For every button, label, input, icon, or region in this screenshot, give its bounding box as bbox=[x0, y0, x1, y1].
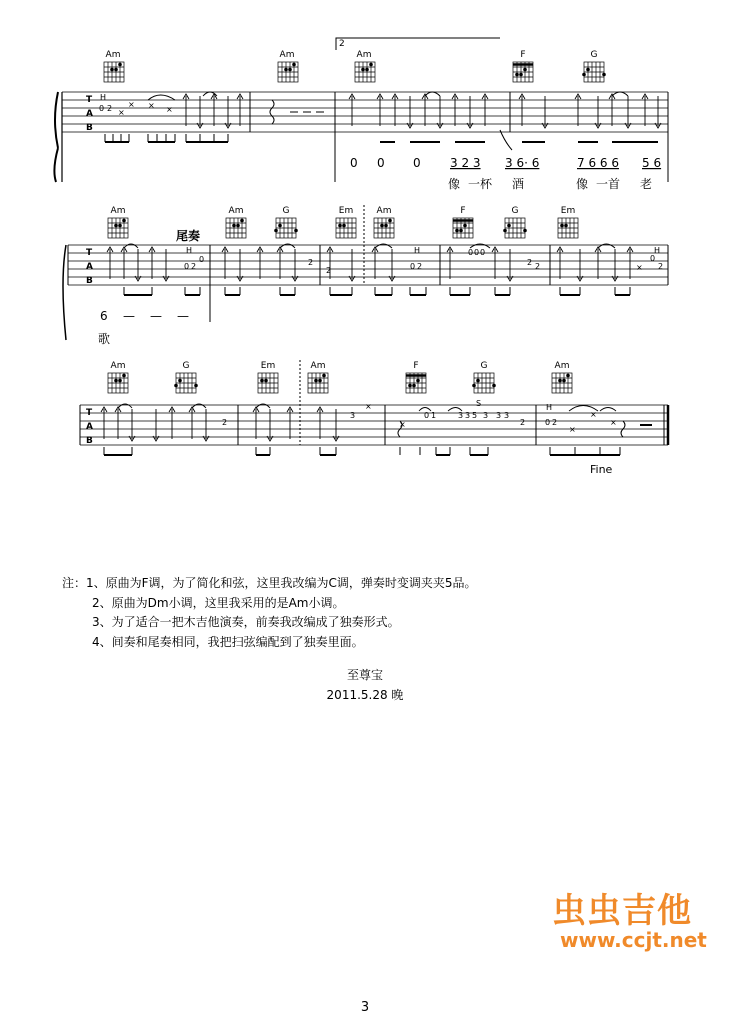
volta-bracket bbox=[336, 38, 500, 50]
svg-text:3: 3 bbox=[465, 411, 471, 420]
jianpu-note: 5 6 bbox=[642, 156, 662, 170]
system-brace bbox=[54, 92, 58, 182]
svg-text:T: T bbox=[86, 248, 93, 258]
svg-text:Am: Am bbox=[228, 206, 244, 216]
svg-text:×: × bbox=[148, 101, 155, 110]
svg-text:F: F bbox=[413, 361, 419, 371]
svg-text:G: G bbox=[182, 361, 190, 371]
svg-text:B: B bbox=[86, 436, 93, 446]
svg-text:×: × bbox=[118, 108, 125, 117]
chord-diagram bbox=[274, 206, 298, 238]
jianpu-note: 0 bbox=[350, 156, 358, 170]
chord-diagram bbox=[104, 50, 124, 82]
svg-text:G: G bbox=[590, 50, 598, 60]
jianpu-note: 0 bbox=[377, 156, 385, 170]
jianpu-note: 3 2 3 bbox=[450, 156, 481, 170]
svg-text:0: 0 bbox=[480, 248, 486, 257]
jianpu-note: 3 6· 6 bbox=[505, 156, 540, 170]
arrangement-notes bbox=[62, 574, 477, 652]
jianpu-line bbox=[350, 156, 661, 170]
lyric: 老 bbox=[640, 177, 653, 191]
tab-staff bbox=[80, 405, 668, 445]
chord-diagram bbox=[453, 206, 473, 238]
svg-text:×: × bbox=[590, 410, 597, 419]
svg-text:Em: Em bbox=[260, 361, 276, 371]
lyrics-line bbox=[448, 176, 652, 191]
svg-text:S: S bbox=[476, 399, 482, 408]
jianpu-note: 7 6 6 6 bbox=[577, 156, 619, 170]
chord-diagram bbox=[308, 361, 328, 393]
svg-text:0: 0 bbox=[199, 255, 205, 264]
svg-text:×: × bbox=[399, 420, 406, 429]
svg-text:2: 2 bbox=[326, 266, 332, 275]
svg-text:Am: Am bbox=[279, 50, 295, 60]
chord-diagram bbox=[108, 206, 128, 238]
svg-text:0: 0 bbox=[99, 104, 105, 113]
svg-text:2: 2 bbox=[658, 262, 664, 271]
svg-text:2: 2 bbox=[222, 418, 228, 427]
svg-text:0: 0 bbox=[410, 262, 416, 271]
chord-diagram bbox=[336, 206, 356, 238]
svg-text:×: × bbox=[166, 105, 173, 114]
svg-text:G: G bbox=[480, 361, 488, 371]
svg-text:2: 2 bbox=[191, 262, 197, 271]
svg-text:2: 2 bbox=[552, 418, 558, 427]
lyric: 像 bbox=[448, 177, 461, 191]
date-line: 2011.5.28 晚 bbox=[326, 688, 404, 702]
svg-text:×: × bbox=[128, 100, 135, 109]
svg-text:×: × bbox=[636, 263, 643, 272]
lyric: 一杯 bbox=[468, 177, 493, 191]
svg-text:A: A bbox=[86, 109, 93, 119]
jianpu-note: 0 bbox=[413, 156, 421, 170]
jianpu-note: — bbox=[177, 309, 189, 323]
svg-text:H: H bbox=[414, 246, 421, 255]
svg-text:2: 2 bbox=[520, 418, 526, 427]
svg-text:F: F bbox=[460, 206, 466, 216]
svg-text:H: H bbox=[546, 403, 553, 412]
fine-mark: Fine bbox=[590, 463, 613, 476]
jianpu-note: — bbox=[123, 309, 135, 323]
lyric: 酒 bbox=[512, 177, 525, 191]
svg-text:Am: Am bbox=[105, 50, 121, 60]
lyric: 一首 bbox=[596, 177, 621, 191]
svg-text:H: H bbox=[654, 246, 661, 255]
svg-text:0: 0 bbox=[424, 411, 430, 420]
svg-text:A: A bbox=[86, 262, 93, 272]
note-line: 注：1、原曲为F调，为了简化和弦，这里我改编为C调，弹奏时变调夹夹5品。 bbox=[62, 576, 477, 590]
svg-text:Em: Em bbox=[560, 206, 576, 216]
chord-diagram bbox=[552, 361, 572, 393]
svg-text:Am: Am bbox=[110, 361, 126, 371]
volta-number: 2 bbox=[339, 39, 345, 49]
svg-text:2: 2 bbox=[535, 262, 541, 271]
svg-text:B: B bbox=[86, 276, 93, 286]
svg-text:Am: Am bbox=[356, 50, 372, 60]
lyric: 像 bbox=[576, 177, 589, 191]
svg-text:F: F bbox=[520, 50, 526, 60]
chord-diagram bbox=[374, 206, 394, 238]
svg-text:Am: Am bbox=[376, 206, 392, 216]
svg-text:Am: Am bbox=[554, 361, 570, 371]
svg-text:Am: Am bbox=[310, 361, 326, 371]
chord-diagram bbox=[582, 50, 606, 82]
author-name: 至尊宝 bbox=[346, 668, 383, 682]
svg-text:2: 2 bbox=[417, 262, 423, 271]
svg-text:5: 5 bbox=[472, 411, 478, 420]
svg-text:2: 2 bbox=[527, 258, 533, 267]
svg-text:B: B bbox=[86, 123, 93, 133]
chord-diagram bbox=[278, 50, 298, 82]
jianpu-note: 6 bbox=[100, 309, 108, 323]
svg-text:×: × bbox=[365, 402, 372, 411]
lyric: 歌 bbox=[98, 332, 111, 346]
svg-text:G: G bbox=[282, 206, 290, 216]
page-number: 3 bbox=[360, 1000, 370, 1015]
note-line: 3、为了适合一把木吉他演奏，前奏我改编成了独奏形式。 bbox=[92, 615, 400, 629]
svg-text:1: 1 bbox=[431, 411, 437, 420]
svg-text:0: 0 bbox=[474, 248, 480, 257]
chord-diagram bbox=[406, 361, 426, 393]
chord-diagram bbox=[558, 206, 578, 238]
svg-text:3: 3 bbox=[483, 411, 489, 420]
chord-diagram bbox=[108, 361, 128, 393]
section-label: 尾奏 bbox=[176, 229, 201, 243]
tab-system-3 bbox=[0, 355, 730, 495]
tab-system-2 bbox=[0, 200, 730, 350]
svg-text:0: 0 bbox=[545, 418, 551, 427]
chord-diagram bbox=[472, 361, 496, 393]
svg-text:0: 0 bbox=[650, 254, 656, 263]
svg-text:3: 3 bbox=[504, 411, 510, 420]
svg-text:×: × bbox=[610, 418, 617, 427]
tab-staff bbox=[68, 245, 668, 285]
svg-text:Em: Em bbox=[338, 206, 354, 216]
watermark-url: www.ccjt.net bbox=[560, 928, 707, 952]
svg-text:T: T bbox=[86, 95, 93, 105]
watermark-logo: 虫虫吉他 bbox=[552, 891, 692, 931]
svg-text:2: 2 bbox=[107, 104, 113, 113]
svg-text:A: A bbox=[86, 422, 93, 432]
note-line: 4、间奏和尾奏相同，我把扫弦编配到了独奏里面。 bbox=[92, 634, 364, 649]
chord-diagram bbox=[226, 206, 246, 238]
chord-diagram bbox=[174, 361, 198, 393]
svg-text:G: G bbox=[511, 206, 519, 216]
jianpu-note: — bbox=[150, 309, 162, 323]
chord-diagram bbox=[513, 50, 533, 82]
svg-text:Am: Am bbox=[110, 206, 126, 216]
svg-text:×: × bbox=[569, 425, 576, 434]
svg-text:3: 3 bbox=[350, 411, 356, 420]
svg-text:3: 3 bbox=[458, 411, 464, 420]
chord-diagram bbox=[503, 206, 527, 238]
svg-text:H: H bbox=[100, 93, 107, 102]
svg-text:0: 0 bbox=[184, 262, 190, 271]
svg-text:T: T bbox=[86, 408, 93, 418]
chord-diagram bbox=[258, 361, 278, 393]
svg-text:2: 2 bbox=[308, 258, 314, 267]
svg-text:H: H bbox=[186, 246, 193, 255]
svg-text:3: 3 bbox=[496, 411, 502, 420]
note-line: 2、原曲为Dm小调，这里我采用的是Am小调。 bbox=[92, 595, 345, 610]
svg-text:0: 0 bbox=[468, 248, 474, 257]
tab-staff bbox=[62, 92, 668, 132]
chord-diagram bbox=[355, 50, 375, 82]
